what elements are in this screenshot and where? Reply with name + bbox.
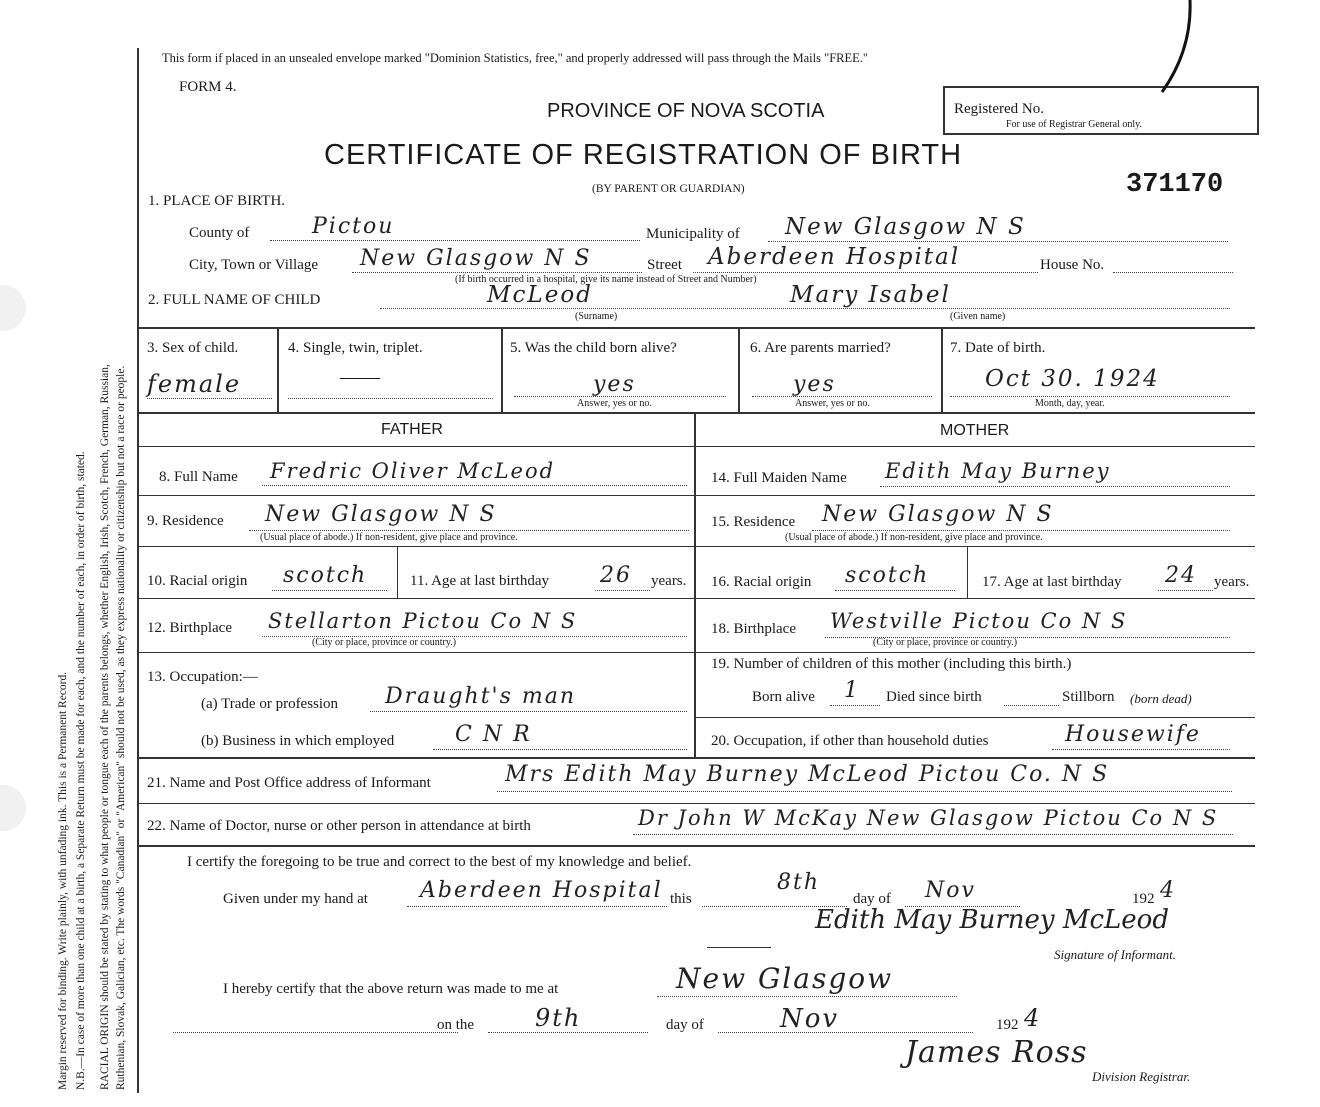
province-heading: PROVINCE OF NOVA SCOTIA [547, 100, 825, 122]
parents-married-value: yes [793, 372, 836, 397]
father-years-label: years. [651, 573, 687, 589]
given-under-label: Given under my hand at [223, 891, 368, 907]
mother-name-value: Edith May Burney [885, 459, 1111, 483]
surname-caption: (Surname) [575, 311, 618, 322]
informant-value: Mrs Edith May Burney McLeod Pictou Co. N S [505, 762, 1110, 787]
mother-age-label: 17. Age at last birthday [982, 574, 1122, 590]
registrar-place: New Glasgow [676, 962, 894, 995]
place-heading: 1. PLACE OF BIRTH. [148, 193, 286, 209]
city-value: New Glasgow N S [360, 246, 592, 271]
died-since-birth-label: Died since birth [886, 689, 982, 705]
mother-residence-value: New Glasgow N S [822, 502, 1054, 527]
form-number: FORM 4. [179, 79, 237, 95]
form-left-border [137, 48, 139, 1093]
father-trade-value: Draught's man [385, 684, 577, 709]
county-label: County of [189, 225, 250, 241]
mother-occupation-label: 20. Occupation, if other than household duties [711, 733, 989, 749]
margin-note-3: RACIAL ORIGIN should be stated by stating to what people or tongue each of the parents belongs, whether English, Irish, Scotch, French, German, Russian, [99, 364, 111, 1090]
informant-label: 21. Name and Post Office address of Informant [147, 775, 431, 791]
born-alive-caption: Answer, yes or no. [577, 398, 652, 409]
parents-married-label: 6. Are parents married? [750, 340, 891, 356]
father-name-value: Fredric Oliver McLeod [270, 459, 556, 483]
born-alive-value: yes [593, 372, 636, 397]
parents-married-caption: Answer, yes or no. [795, 398, 870, 409]
mother-years-label: years. [1214, 574, 1250, 590]
margin-note-1: Margin reserved for binding. Write plainly, with unfading ink. This is a Permanent Record. [57, 671, 69, 1090]
father-name-label: 8. Full Name [159, 469, 238, 485]
plurality-value: —— [340, 366, 380, 388]
father-residence-label: 9. Residence [147, 513, 224, 529]
sex-label: 3. Sex of child. [147, 340, 239, 356]
certify-statement: I certify the foregoing to be true and correct to the best of my knowledge and belief. [187, 854, 692, 870]
born-alive-count-value: 1 [844, 678, 860, 703]
given-at-value: Aberdeen Hospital [420, 878, 663, 903]
birth-date-label: 7. Date of birth. [950, 340, 1046, 356]
certificate-title: CERTIFICATE OF REGISTRATION OF BIRTH [324, 139, 963, 171]
certify-month: Nov [925, 878, 976, 903]
certify-year-suffix: 4 [1160, 878, 1176, 903]
born-alive-label: 5. Was the child born alive? [510, 340, 677, 356]
margin-note-4: Ruthenian, Slovak, Galician, etc. The words "Canadian" or "American" should not be used, as they express nationality or citizenship but not a race or people. [115, 365, 127, 1090]
sex-value: female [147, 370, 242, 398]
registered-label: Registered No. [954, 101, 1044, 117]
child-surname: McLeod [487, 282, 593, 308]
child-name-heading: 2. FULL NAME OF CHILD [148, 292, 321, 308]
mother-birthplace-value: Westville Pictou Co N S [830, 609, 1128, 633]
municipality-value: New Glasgow N S [785, 214, 1026, 240]
mother-abode-caption: (Usual place of abode.) If non-resident, give place and province. [785, 532, 1043, 543]
registrar-on-the-label: on the [437, 1017, 475, 1033]
given-name-caption: (Given name) [950, 311, 1006, 322]
registrar-day-of-label: day of [666, 1017, 704, 1033]
certify-day: 8th [777, 870, 821, 895]
born-alive-count-label: Born alive [752, 689, 815, 705]
mother-name-label: 14. Full Maiden Name [711, 470, 847, 486]
county-value: Pictou [312, 214, 395, 239]
binding-hole-top [0, 285, 26, 331]
this-label: this [670, 891, 692, 907]
registrar-month: Nov [780, 1004, 840, 1034]
mother-racial-value: scotch [845, 563, 930, 588]
father-birthplace-label: 12. Birthplace [147, 620, 232, 636]
father-residence-value: New Glasgow N S [265, 502, 497, 527]
binding-hole-bottom [0, 785, 26, 831]
registrar-use-note: For use of Registrar General only. [1006, 119, 1142, 130]
registration-number: 371170 [1126, 170, 1224, 200]
father-heading: FATHER [381, 421, 443, 438]
father-racial-value: scotch [283, 563, 368, 588]
certificate-subtitle: (BY PARENT OR GUARDIAN) [592, 183, 745, 195]
children-count-label: 19. Number of children of this mother (including this birth.) [711, 656, 1072, 672]
registrar-year-prefix: 192 [996, 1017, 1019, 1033]
child-given-name: Mary Isabel [790, 282, 951, 308]
mother-racial-label: 16. Racial origin [711, 574, 812, 590]
house-no-label: House No. [1040, 257, 1105, 273]
mother-birthplace-label: 18. Birthplace [711, 621, 796, 637]
father-age-label: 11. Age at last birthday [410, 573, 549, 589]
pen-stroke [1150, 0, 1210, 100]
registrar-statement: I hereby certify that the above return was made to me at [223, 981, 559, 997]
father-abode-caption: (Usual place of abode.) If non-resident, give place and province. [260, 532, 518, 543]
father-business-label: (b) Business in which employed [201, 733, 395, 749]
municipality-label: Municipality of [646, 226, 740, 242]
father-racial-label: 10. Racial origin [147, 573, 248, 589]
hospital-note: (If birth occurred in a hospital, give its name instead of Street and Number) [455, 274, 757, 285]
doctor-label: 22. Name of Doctor, nurse or other person in attendance at birth [147, 818, 531, 834]
father-age-value: 26 [600, 563, 632, 588]
certify-day-of-label: day of [853, 891, 891, 907]
mother-residence-label: 15. Residence [711, 514, 796, 530]
certify-year-prefix: 192 [1132, 891, 1155, 907]
mother-occupation-value: Housewife [1065, 722, 1201, 747]
plurality-label: 4. Single, twin, triplet. [288, 340, 423, 356]
street-label: Street [647, 257, 682, 273]
mother-birthplace-caption: (City or place, province or country.) [873, 637, 1018, 648]
registrar-signature: James Ross [905, 1035, 1088, 1070]
father-occupation-label: 13. Occupation:— [147, 669, 258, 685]
signature-caption: Signature of Informant. [1054, 947, 1176, 962]
stillborn-note: (born dead) [1130, 691, 1192, 706]
birth-date-caption: Month, day, year. [1035, 398, 1105, 409]
birth-date-value: Oct 30. 1924 [985, 366, 1160, 392]
father-birthplace-caption: (City or place, province or country.) [312, 637, 457, 648]
doctor-value: Dr John W McKay New Glasgow Pictou Co N S [638, 806, 1219, 830]
stillborn-label: Stillborn [1062, 689, 1115, 705]
registrar-year-suffix: 4 [1024, 1004, 1042, 1032]
father-business-value: C N R [455, 722, 532, 747]
father-birthplace-value: Stellarton Pictou Co N S [268, 609, 578, 633]
margin-note-2: N.B.—In case of more than one child at a birth, a Separate Return must be made for each, and the number of each, in order of birth, stated. [75, 451, 87, 1090]
father-trade-label: (a) Trade or profession [201, 696, 339, 712]
division-registrar-caption: Division Registrar. [1092, 1069, 1191, 1084]
informant-signature: Edith May Burney McLeod [815, 905, 1169, 935]
mail-notice: This form if placed in an unsealed envelope marked "Dominion Statistics, free," and properly addressed will pass through the Mails "FREE." [162, 51, 869, 65]
mother-heading: MOTHER [940, 422, 1010, 439]
registrar-day: 9th [535, 1004, 582, 1032]
city-label: City, Town or Village [189, 257, 319, 273]
street-value: Aberdeen Hospital [708, 244, 961, 270]
mother-age-value: 24 [1165, 563, 1197, 588]
